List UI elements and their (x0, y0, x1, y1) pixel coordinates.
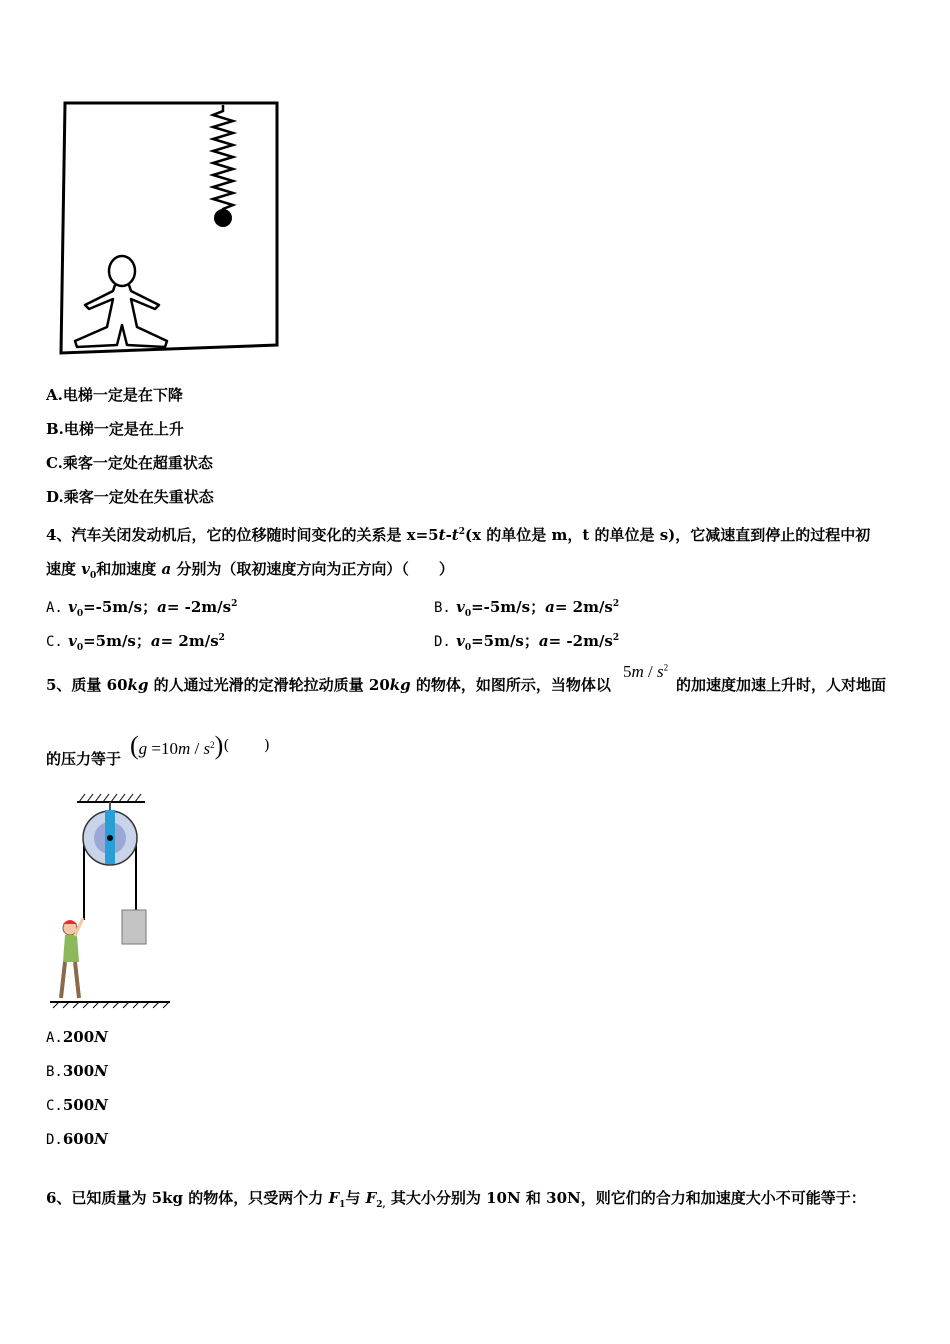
accel-s: s (657, 662, 664, 681)
hanging-weight (122, 910, 146, 944)
elevator-figure (55, 95, 290, 360)
q5-acceleration-expr (623, 662, 668, 682)
q5-stem-line1 (46, 675, 611, 695)
q5-text: 的物体，如图所示，当物体以 (410, 676, 611, 694)
accel-slash: / (643, 662, 658, 681)
q6-sub1: 1 (339, 1200, 346, 1210)
q6-text: 其大小分别为 10N 和 30N，则它们的合力和加速度大小不可能等于： (385, 1189, 866, 1207)
q6-force-f1: F (328, 1189, 340, 1207)
option-label: D. (46, 1132, 63, 1148)
option-label: D. (434, 634, 451, 650)
g-s: s (203, 739, 211, 758)
option-unit: N (94, 1062, 108, 1080)
option-label: C. (46, 1098, 63, 1114)
q4-text: 分别为（取初速度方向为正方向）（ ） (171, 560, 454, 578)
q5-option-c (46, 1095, 108, 1116)
q4-option-b: B. $v_0=-5m/s$；$a= 2m/s^2$ (434, 598, 620, 619)
q6-sub2: 2, (376, 1200, 386, 1210)
q4-text: 速度 (46, 560, 82, 578)
q4-var-t: t (438, 526, 446, 544)
elevator-box (61, 103, 277, 353)
person-figure (75, 256, 167, 347)
q4-text-suffix: (x 的单位是 m，t 的单位是 s)，它减速直到停止的过程中初 (465, 526, 871, 544)
option-unit: N (94, 1130, 108, 1148)
accel-m: m (631, 662, 644, 681)
q3-option-d: D.乘客一定处在失重状态 (46, 488, 214, 506)
q4-text: 4、汽车关闭发动机后，它的位移随时间变化的关系是 x=5 (46, 526, 439, 544)
option-value: 200 (62, 1028, 95, 1046)
option-a-value: = 2m/s (554, 598, 613, 616)
q4-text: 和加速度 (96, 560, 162, 578)
option-value: 500 (62, 1096, 95, 1114)
q5-option-b (46, 1061, 108, 1082)
paren-close: ) (214, 731, 224, 760)
paren-open: ( (130, 731, 139, 760)
q4-stem-line2 (46, 559, 454, 586)
q5-option-d (46, 1129, 108, 1150)
q4-minus: - (445, 526, 452, 544)
option-label: C. (46, 634, 63, 650)
q4-exponent: 2 (458, 527, 465, 537)
option-a-value: = -2m/s (166, 598, 232, 616)
q5-text: 的人通过光滑的定滑轮拉动质量 20 (148, 676, 390, 694)
person-pulling (61, 918, 83, 998)
q3-option-c: C.乘客一定处在超重状态 (46, 454, 213, 472)
q5-unit-kg: kg (127, 676, 149, 694)
option-value: 300 (62, 1062, 95, 1080)
q6-stem (46, 1188, 866, 1215)
q4-option-d: D. $v_0=5m/s$；$a= -2m/s^2$ (434, 632, 620, 653)
g-exp: 2 (210, 740, 215, 750)
option-label: B. (46, 1064, 63, 1080)
g-m: m (178, 739, 191, 758)
spring-ball (214, 209, 232, 227)
option-label: B. (434, 600, 451, 616)
q6-text: 与 (345, 1189, 366, 1207)
q4-var-v: v (81, 560, 90, 578)
q3-option-a: A.电梯一定是在下降 (46, 386, 183, 404)
answer-blank: ( ) (223, 736, 270, 754)
q5-unit-kg: kg (389, 676, 411, 694)
option-unit: N (94, 1096, 108, 1114)
q6-text: 6、已知质量为 5kg 的物体，只受两个力 (46, 1189, 329, 1207)
g-symbol: g (138, 739, 148, 758)
q6-force-f2: F (365, 1189, 377, 1207)
q4-sub: 0 (89, 571, 97, 581)
option-unit: N (94, 1028, 108, 1046)
q3-option-b: B.电梯一定是在上升 (46, 420, 184, 438)
option-label: A. (46, 1030, 63, 1046)
option-v: =-5m/s； (471, 598, 546, 616)
option-value: 600 (62, 1130, 95, 1148)
option-a-value: = 2m/s (160, 632, 219, 650)
q4-var-t2: t (451, 526, 459, 544)
option-a-value: = -2m/s (548, 632, 613, 650)
q5-stem-line2: 的压力等于 (46, 750, 122, 768)
accel-number: 5 (623, 662, 632, 681)
option-v: =5m/s； (83, 632, 151, 650)
spring (213, 105, 233, 213)
q4-option-c: C. $v_0=5m/s$；$a= 2m/s^2$ (46, 632, 225, 653)
q4-stem-line1 (46, 522, 870, 545)
g-value: =10 (147, 739, 179, 758)
pulley-figure (45, 790, 180, 1010)
option-v: =5m/s； (471, 632, 539, 650)
q4-var-a: a (161, 560, 172, 578)
q5-stem-line1-end: 的加速度加速上升时，人对地面 (676, 676, 887, 694)
g-slash: / (190, 739, 204, 758)
option-label: A. (46, 600, 63, 616)
q4-option-a: A. $v_0=-5m/s$；$a= -2m/s^2$ (46, 598, 238, 619)
q5-g-expr (130, 731, 270, 761)
q5-option-a (46, 1027, 108, 1048)
accel-exp: 2 (663, 662, 669, 673)
option-v: =-5m/s； (83, 598, 158, 616)
q5-text: 5、质量 60 (46, 676, 128, 694)
